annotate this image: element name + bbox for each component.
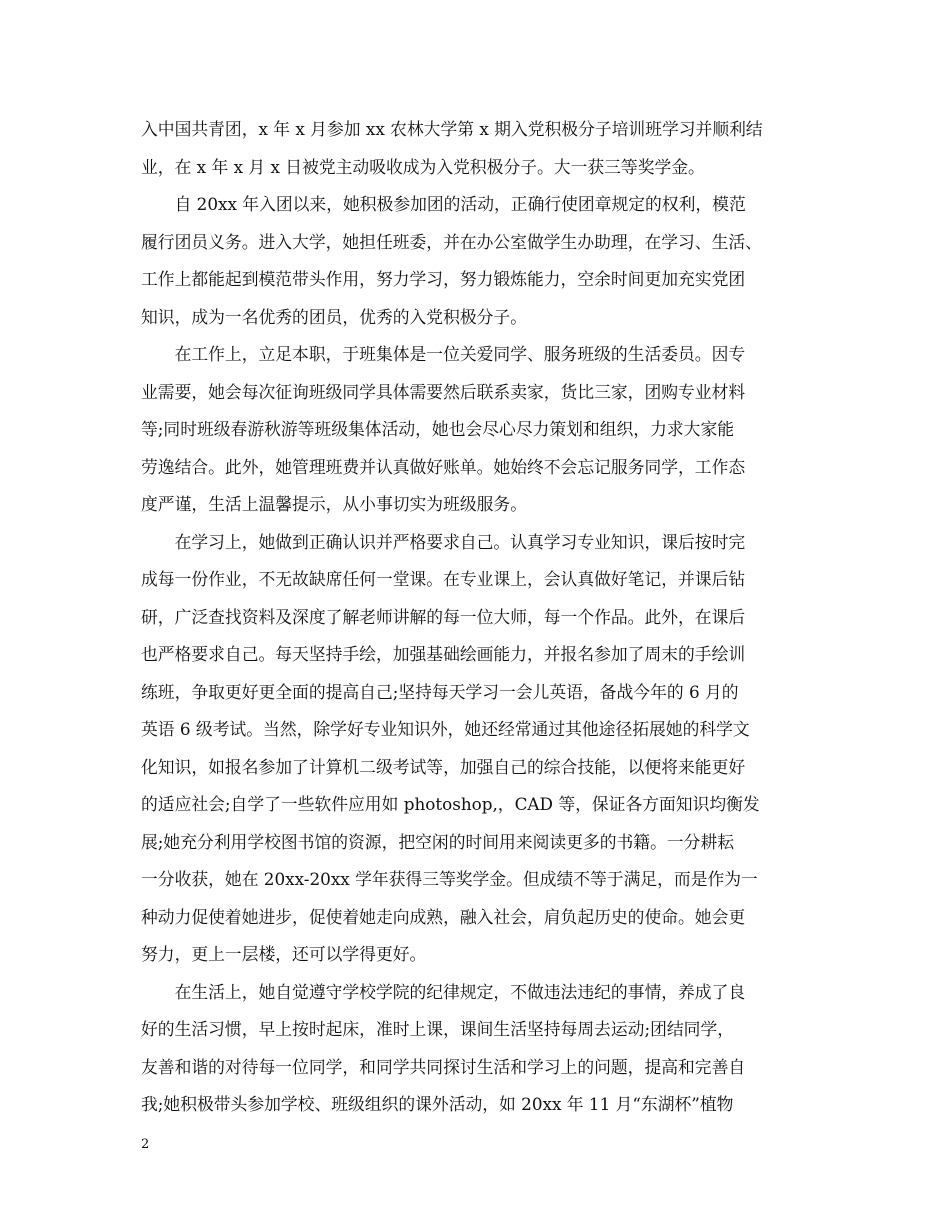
text-line: 入中国共青团，x 年 x 月参加 xx 农林大学第 x 期入党积极分子培训班学习并顺利结: [141, 119, 763, 139]
text-line: 业，在 x 年 x 月 x 日被党主动吸收成为入党积极分子。大一获三等奖学金。: [141, 156, 705, 177]
text-line: 在学习上，她做到正确认识并严格要求自己。认真学习专业知识，课后按时完: [141, 531, 746, 552]
text-line: 在工作上，立足本职，于班集体是一位关爱同学、服务班级的生活委员。因专: [141, 344, 746, 364]
page-number: 2: [141, 1137, 150, 1152]
text-line: 劳逸结合。此外，她管理班费并认真做好账单。她始终不会忘记服务同学，工作态: [141, 456, 746, 477]
text-line: 英语 6 级考试。当然，除学好专业知识外，她还经常通过其他途径拓展她的科学文: [141, 719, 750, 739]
body-text: [141, 111, 813, 1124]
text-line: 的适应社会;自学了一些软件应用如 photoshop,，CAD 等，保证各方面知识均衡发: [141, 794, 760, 814]
text-line: 一分收获，她在 20xx-20xx 学年获得三等奖学金。但成绩不等于满足，而是作为一: [141, 869, 758, 889]
text-line: 努力，更上一层楼，还可以学得更好。: [141, 944, 427, 964]
text-line: 业需要，她会每次征询班级同学具体需要然后联系卖家，货比三家，团购专业材料: [141, 381, 746, 402]
text-line: 练班，争取更好更全面的提高自己;坚持每天学习一会儿英语，备战今年的 6 月的: [141, 681, 739, 702]
text-line: 化知识，如报名参加了计算机二级考试等，加强自己的综合技能，以便将来能更好: [141, 756, 746, 777]
text-line: 自 20xx 年入团以来，她积极参加团的活动，正确行使团章规定的权利，模范: [141, 194, 746, 214]
text-line: 等;同时班级春游秋游等班级集体活动，她也会尽心尽力策划和组织，力求大家能: [141, 419, 735, 439]
text-line: 研，广泛查找资料及深度了解老师讲解的每一位大师，每一个作品。此外，在课后: [141, 606, 746, 627]
text-line: 成每一份作业，不无故缺席任何一堂课。在专业课上，会认真做好笔记，并课后钻: [141, 569, 746, 589]
text-line: 在生活上，她自觉遵守学校学院的纪律规定，不做违法违纪的事情，养成了良: [141, 981, 746, 1002]
text-line: 度严谨，生活上温馨提示，从小事切实为班级服务。: [141, 494, 527, 514]
text-line: 工作上都能起到模范带头作用，努力学习，努力锻炼能力，空余时间更加充实党团: [141, 269, 746, 289]
text-line: 履行团员义务。进入大学，她担任班委，并在办公室做学生办助理，在学习、生活、: [141, 231, 762, 252]
text-line: 种动力促使着她进步，促使着她走向成熟，融入社会，肩负起历史的使命。她会更: [141, 906, 746, 927]
text-line: 友善和谐的对待每一位同学，和同学共同探讨生活和学习上的问题，提高和完善自: [141, 1056, 746, 1077]
text-line: 好的生活习惯，早上按时起床，准时上课，课间生活坚持每周去运动;团结同学，: [141, 1019, 735, 1039]
text-line: 也严格要求自己。每天坚持手绘，加强基础绘画能力，并报名参加了周末的手绘训: [141, 644, 746, 664]
text-line: 我;她积极带头参加学校、班级组织的课外活动，如 20xx 年 11 月“东湖杯”植物: [141, 1094, 734, 1114]
text-line: 知识，成为一名优秀的团员，优秀的入党积极分子。: [141, 306, 527, 327]
text-line: 展;她充分利用学校图书馆的资源，把空闲的时间用来阅读更多的书籍。一分耕耘: [141, 831, 735, 852]
